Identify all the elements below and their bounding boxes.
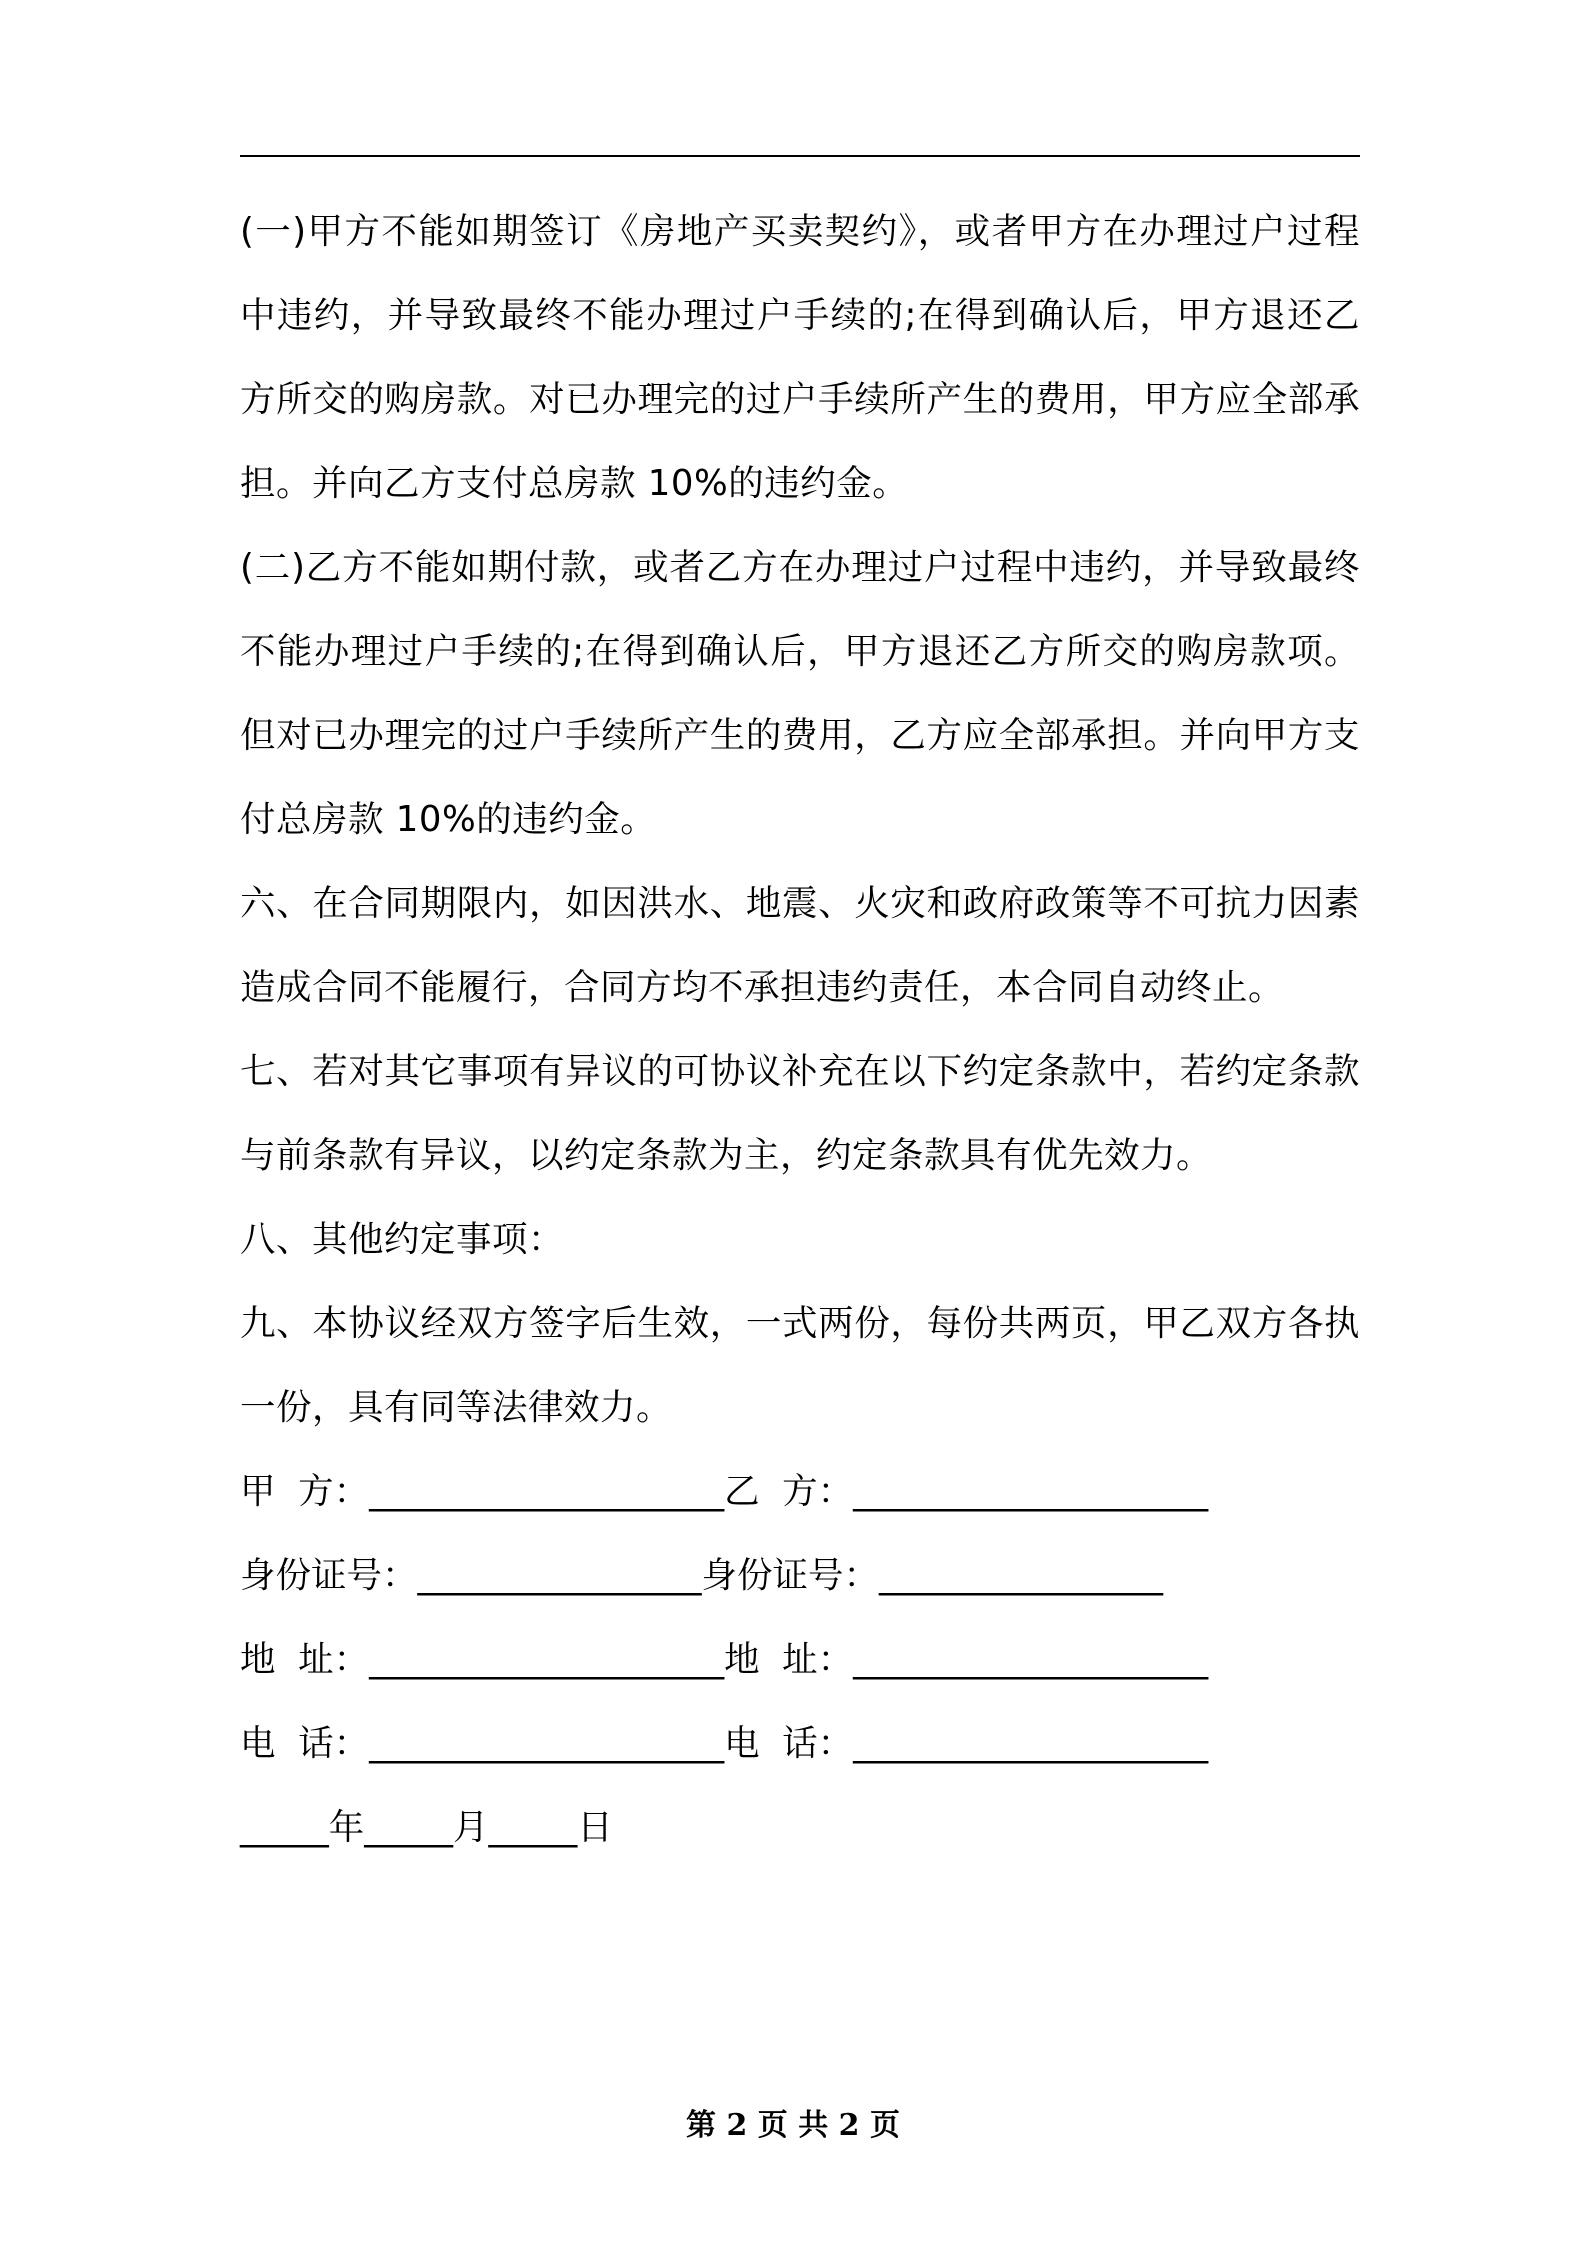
page-number: 第 2 页 共 2 页	[686, 2108, 900, 2143]
header-rule	[240, 155, 1360, 157]
signature-row-party: 甲 方：____________________乙 方：____________________	[240, 1471, 1209, 1512]
signature-row-id-number: 身份证号：________________身份证号：________________	[240, 1555, 1164, 1596]
clause-8-other-matters: 八、其他约定事项：	[240, 1219, 565, 1260]
clause-9-effectiveness: 九、本协议经双方签字后生效，一式两份，每份共两页，甲乙双方各执一份，具有同等法律效力。	[240, 1303, 1360, 1428]
clause-6-force-majeure: 六、在合同期限内，如因洪水、地震、火灾和政府政策等不可抗力因素造成合同不能履行，合同方均不承担违约责任，本合同自动终止。	[240, 883, 1360, 1008]
signature-row-address: 地 址：____________________地 址：____________________	[240, 1639, 1209, 1680]
clause-2-breach-party-b: (二)乙方不能如期付款，或者乙方在办理过户过程中违约，并导致最终不能办理过户手续的;在得到确认后，甲方退还乙方所交的购房款项。但对已办理完的过户手续所产生的费用，乙方应全部承担。并向甲方支付总房款 10%的违约金。	[240, 547, 1360, 840]
document-body	[240, 190, 1360, 1870]
clause-1-breach-party-a: (一)甲方不能如期签订《房地产买卖契约》，或者甲方在办理过户过程中违约，并导致最终不能办理过户手续的;在得到确认后，甲方退还乙方所交的购房款。对已办理完的过户手续所产生的费用，甲方应全部承担。并向乙方支付总房款 10%的违约金。	[240, 211, 1360, 504]
signature-row-phone: 电 话：____________________电 话：____________________	[240, 1723, 1209, 1764]
clause-7-supplementary-terms: 七、若对其它事项有异议的可协议补充在以下约定条款中，若约定条款与前条款有异议，以约定条款为主，约定条款具有优先效力。	[240, 1051, 1360, 1176]
signing-date-line: _____年_____月_____日	[240, 1807, 613, 1848]
